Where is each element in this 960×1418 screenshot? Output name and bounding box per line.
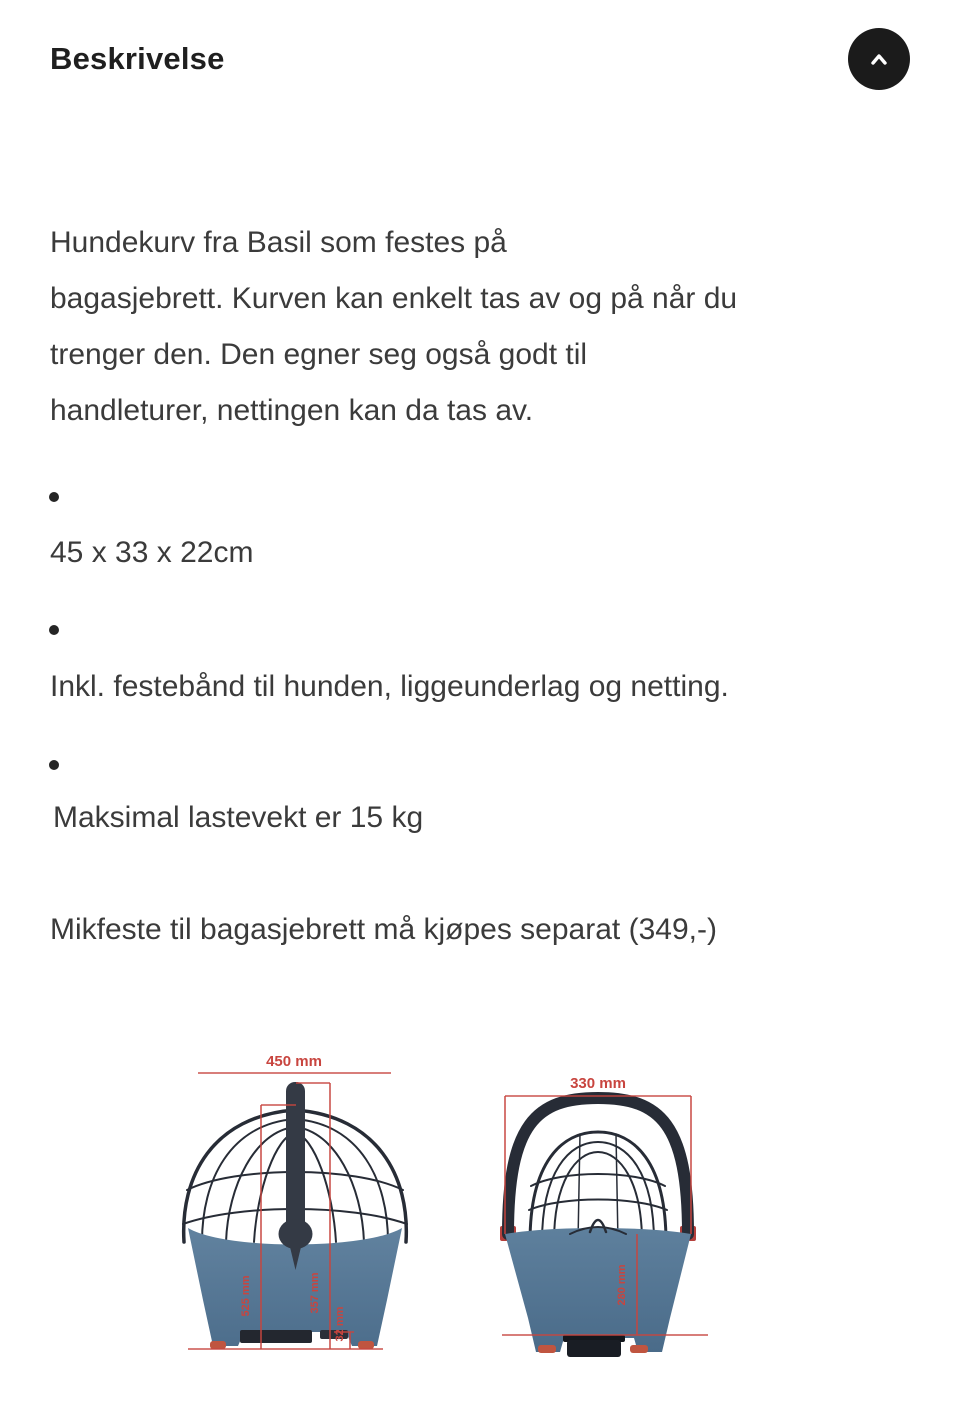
dimension-diagram <box>50 1038 910 1418</box>
section-title: Beskrivelse <box>50 41 225 76</box>
bullet-dot <box>49 760 59 770</box>
side-height-label: 280 mm <box>616 1264 628 1306</box>
paragraph-line: handleturer, nettingen kan da tas av. <box>50 394 534 427</box>
note-text: Mikfeste til bagasjebrett må kjøpes separat (349,-) <box>50 913 717 946</box>
product-image <box>50 1038 910 1418</box>
front-foot-height-label: 32 mm <box>334 1306 346 1342</box>
section-header <box>50 28 910 90</box>
bullet-text: Maksimal lastevekt er 15 kg <box>53 801 424 834</box>
bullet-text: Inkl. festebånd til hunden, liggeunderlag og netting. <box>50 670 729 703</box>
chevron-up-icon <box>867 45 891 73</box>
front-width-label: 450 mm <box>266 1053 322 1070</box>
bullet-dot <box>49 492 59 502</box>
bullet-dot <box>49 625 59 635</box>
bullet-text: 45 x 33 x 22cm <box>50 536 254 569</box>
front-height-total-label: 525 mm <box>240 1275 252 1317</box>
front-height-handle-label: 357 mm <box>309 1272 321 1314</box>
description-paragraph <box>50 215 930 439</box>
paragraph-line: Hundekurv fra Basil som festes på <box>50 226 507 259</box>
scroll-to-top-button[interactable] <box>848 28 910 90</box>
paragraph-line: trenger den. Den egner seg også godt til <box>50 338 588 371</box>
paragraph-line: bagasjebrett. Kurven kan enkelt tas av og på når du <box>50 282 738 315</box>
side-width-label: 330 mm <box>570 1075 626 1092</box>
front-view-basket <box>183 1082 407 1349</box>
side-view-basket <box>500 1098 696 1357</box>
